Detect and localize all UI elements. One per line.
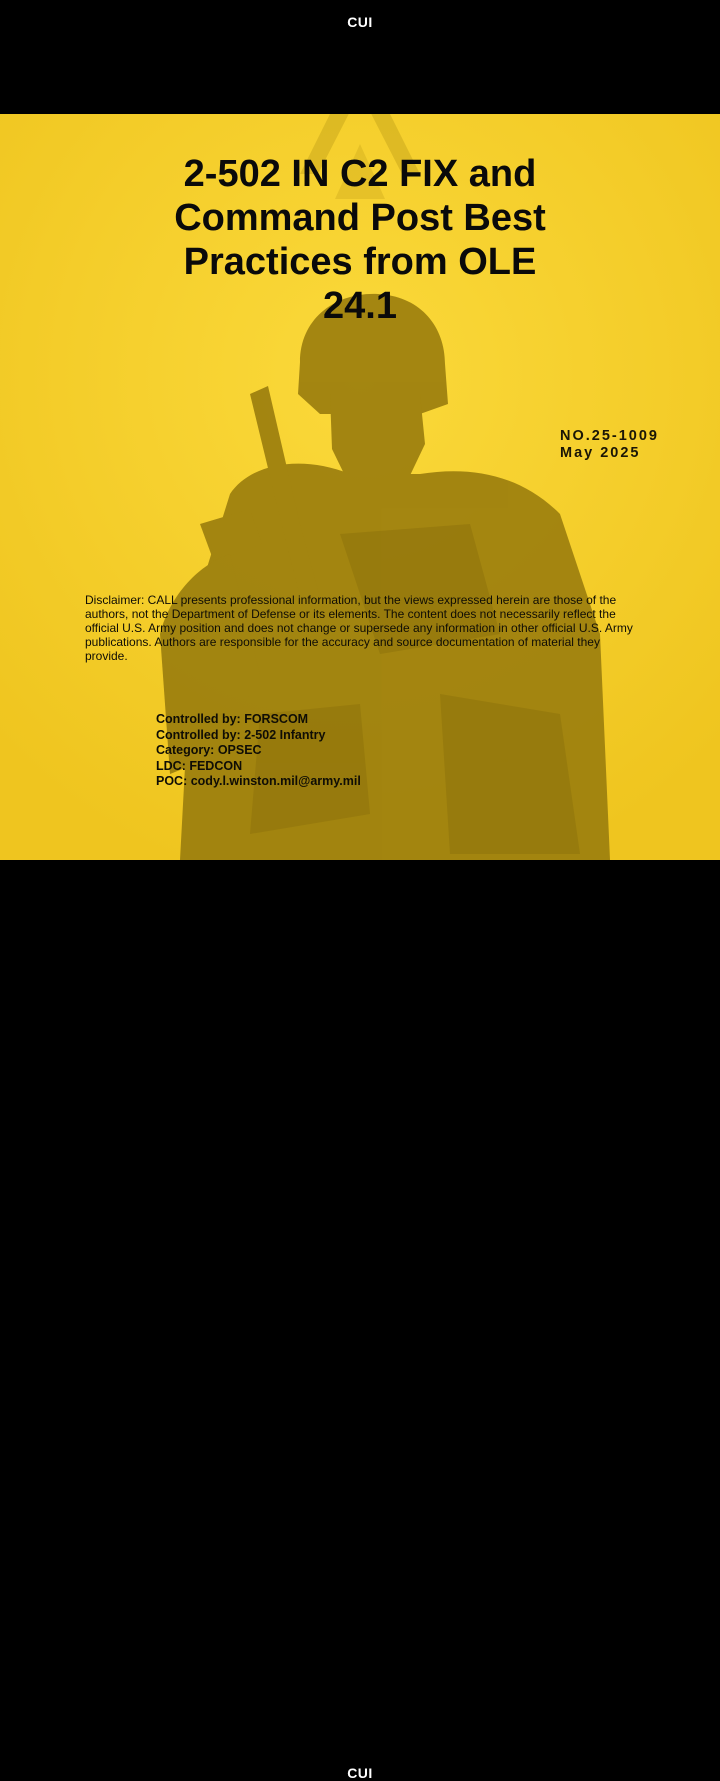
document-meta — [560, 428, 659, 462]
document-number: NO.25-1009 — [560, 428, 659, 444]
title-line: Practices from OLE — [183, 241, 537, 283]
document-date: May 2025 — [560, 445, 641, 461]
cui-marking-top: CUI — [347, 14, 373, 30]
top-marking-band — [0, 0, 720, 114]
control-line: Category: OPSEC — [156, 743, 262, 757]
title-line: 2-502 IN C2 FIX and — [183, 153, 537, 195]
document-title — [100, 152, 620, 328]
control-line: POC: cody.l.winston.mil@army.mil — [156, 774, 361, 788]
control-line: Controlled by: FORSCOM — [156, 712, 309, 726]
control-markings — [156, 712, 361, 790]
title-line: 24.1 — [323, 285, 397, 327]
bottom-marking-band — [0, 860, 720, 1781]
disclaimer-text: Disclaimer: CALL presents professional information, but the views expressed herein are those of the authors, not the Department of Defense or its elements. The content does not necessarily reflect the official U.S. Army position and does not change or supersede any information in other official U.S. Army publications. Authors are responsible for the accuracy and source documentation of material they provide. — [85, 593, 633, 663]
control-line: LDC: FEDCON — [156, 758, 243, 773]
title-line: Command Post Best — [174, 197, 546, 239]
cui-marking-bottom: CUI — [347, 1765, 373, 1781]
control-line: Controlled by: 2-502 Infantry — [156, 727, 326, 742]
